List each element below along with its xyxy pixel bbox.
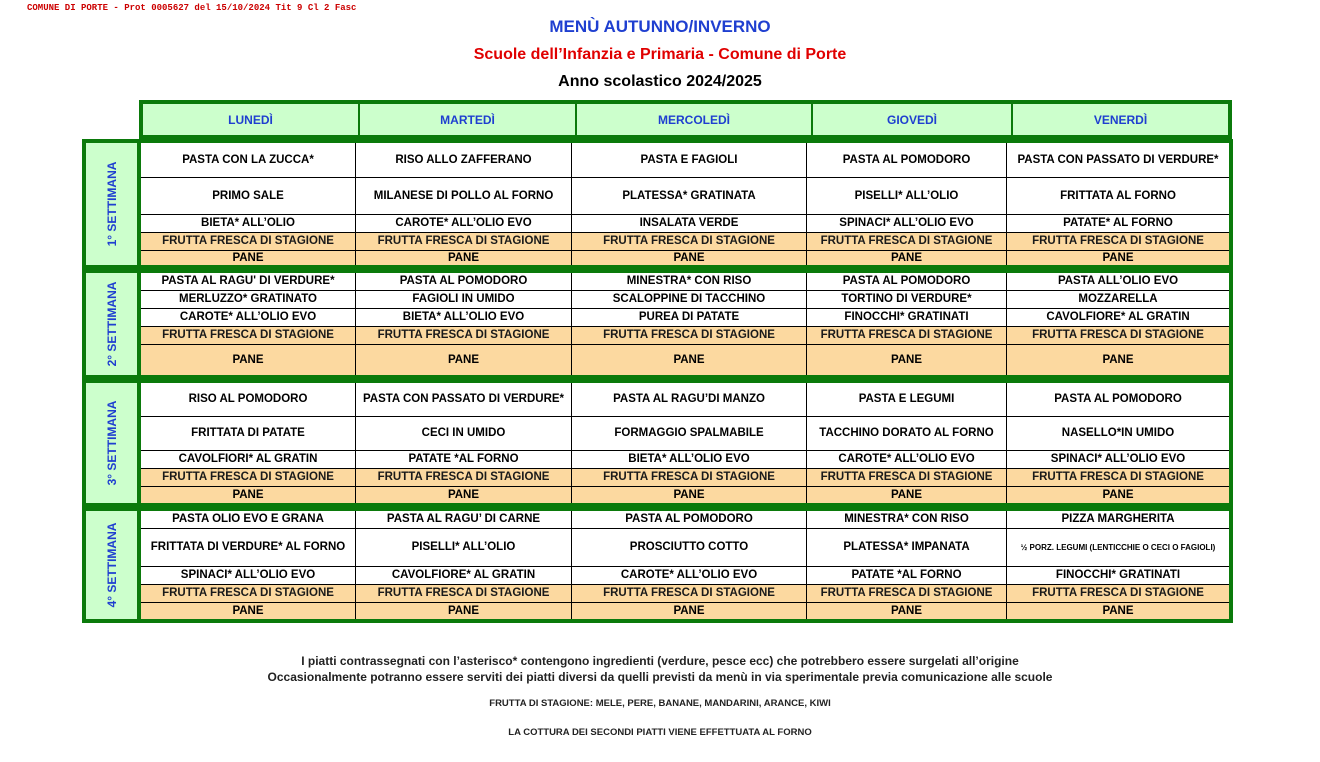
menu-cell: PASTA AL POMODORO bbox=[356, 273, 572, 291]
menu-cell: FORMAGGIO SPALMABILE bbox=[572, 417, 807, 451]
fruit-cell: FRUTTA FRESCA DI STAGIONE bbox=[1007, 585, 1229, 603]
bread-cell: PANE bbox=[356, 487, 572, 503]
fruit-cell: FRUTTA FRESCA DI STAGIONE bbox=[807, 469, 1007, 487]
day-header-thursday: GIOVEDÌ bbox=[813, 104, 1011, 135]
menu-cell: PASTA AL RAGU’DI MANZO bbox=[572, 383, 807, 417]
week-4-block bbox=[82, 507, 1233, 623]
menu-cell: SPINACI* ALL’OLIO EVO bbox=[1007, 451, 1229, 469]
menu-title: MENÙ AUTUNNO/INVERNO bbox=[549, 17, 771, 36]
bread-cell: PANE bbox=[1007, 487, 1229, 503]
school-year: Anno scolastico 2024/2025 bbox=[558, 73, 762, 90]
day-header-wednesday: MERCOLEDÌ bbox=[577, 104, 811, 135]
fruit-cell: FRUTTA FRESCA DI STAGIONE bbox=[572, 327, 807, 345]
fruit-cell: FRUTTA FRESCA DI STAGIONE bbox=[141, 233, 356, 251]
note-frozen-ingredients: I piatti contrassegnati con l’asterisco* contengono ingredienti (verdure, pesce ecc) che potrebbero essere surgelati all’origine bbox=[301, 654, 1019, 668]
menu-cell: CAROTE* ALL’OLIO EVO bbox=[356, 215, 572, 233]
fruit-cell: FRUTTA FRESCA DI STAGIONE bbox=[1007, 233, 1229, 251]
bread-cell: PANE bbox=[1007, 345, 1229, 375]
menu-cell: CAVOLFIORI* AL GRATIN bbox=[141, 451, 356, 469]
week-2-label-cell bbox=[86, 273, 141, 375]
fruit-cell: FRUTTA FRESCA DI STAGIONE bbox=[141, 585, 356, 603]
menu-cell: PATATE* AL FORNO bbox=[1007, 215, 1229, 233]
week-2-label: 2° SETTIMANA bbox=[104, 281, 119, 367]
menu-cell: CAVOLFIORE* AL GRATIN bbox=[1007, 309, 1229, 327]
menu-cell: PASTA AL RAGU’ DI CARNE bbox=[356, 511, 572, 529]
week-1-label: 1° SETTIMANA bbox=[104, 161, 119, 247]
menu-cell: PASTA AL POMODORO bbox=[1007, 383, 1229, 417]
menu-cell: PASTA AL POMODORO bbox=[572, 511, 807, 529]
menu-cell: PASTA E FAGIOLI bbox=[572, 143, 807, 178]
fruit-cell: FRUTTA FRESCA DI STAGIONE bbox=[141, 327, 356, 345]
menu-cell: PASTA AL RAGU' DI VERDURE* bbox=[141, 273, 356, 291]
menu-cell: MINESTRA* CON RISO bbox=[807, 511, 1007, 529]
menu-cell: FRITTATA DI VERDURE* AL FORNO bbox=[141, 529, 356, 567]
menu-cell: CAVOLFIORE* AL GRATIN bbox=[356, 567, 572, 585]
bread-cell: PANE bbox=[572, 251, 807, 265]
fruit-cell: FRUTTA FRESCA DI STAGIONE bbox=[1007, 469, 1229, 487]
menu-cell: MINESTRA* CON RISO bbox=[572, 273, 807, 291]
week-3-label: 3° SETTIMANA bbox=[104, 400, 119, 486]
menu-cell: PASTA CON LA ZUCCA* bbox=[141, 143, 356, 178]
menu-cell: PASTA ALL’OLIO EVO bbox=[1007, 273, 1229, 291]
bread-cell: PANE bbox=[356, 603, 572, 619]
bread-cell: PANE bbox=[141, 487, 356, 503]
bread-cell: PANE bbox=[807, 603, 1007, 619]
bread-cell: PANE bbox=[807, 251, 1007, 265]
menu-cell: PRIMO SALE bbox=[141, 178, 356, 215]
menu-cell: MILANESE DI POLLO AL FORNO bbox=[356, 178, 572, 215]
week-1-grid bbox=[141, 143, 1229, 265]
menu-cell: CAROTE* ALL’OLIO EVO bbox=[807, 451, 1007, 469]
menu-cell: PASTA CON PASSATO DI VERDURE* bbox=[356, 383, 572, 417]
fruit-cell: FRUTTA FRESCA DI STAGIONE bbox=[807, 233, 1007, 251]
menu-cell: FRITTATA AL FORNO bbox=[1007, 178, 1229, 215]
menu-cell: SPINACI* ALL’OLIO EVO bbox=[807, 215, 1007, 233]
bread-cell: PANE bbox=[141, 603, 356, 619]
menu-subtitle: Scuole dell’Infanzia e Primaria - Comune di Porte bbox=[473, 46, 847, 63]
fruit-cell: FRUTTA FRESCA DI STAGIONE bbox=[356, 327, 572, 345]
day-header-tuesday: MARTEDÌ bbox=[360, 104, 575, 135]
menu-cell: BIETA* ALL’OLIO bbox=[141, 215, 356, 233]
week-1-block bbox=[82, 139, 1233, 269]
menu-cell: PATATE *AL FORNO bbox=[807, 567, 1007, 585]
week-3-grid bbox=[141, 383, 1229, 503]
menu-cell: NASELLO*IN UMIDO bbox=[1007, 417, 1229, 451]
note-menu-changes: Occasionalmente potranno essere serviti dei piatti diversi da quelli previsti da menù in via sperimentale previa comunicazione alle scuole bbox=[267, 670, 1053, 684]
menu-cell: MERLUZZO* GRATINATO bbox=[141, 291, 356, 309]
menu-cell: PASTA E LEGUMI bbox=[807, 383, 1007, 417]
bread-cell: PANE bbox=[141, 251, 356, 265]
week-4-label: 4° SETTIMANA bbox=[104, 522, 119, 608]
bread-cell: PANE bbox=[572, 603, 807, 619]
menu-cell: RISO ALLO ZAFFERANO bbox=[356, 143, 572, 178]
protocol-stamp: COMUNE DI PORTE - Prot 0005627 del 15/10/2024 Tit 9 Cl 2 Fasc bbox=[27, 3, 357, 13]
menu-cell: FINOCCHI* GRATINATI bbox=[807, 309, 1007, 327]
menu-cell: PROSCIUTTO COTTO bbox=[572, 529, 807, 567]
menu-cell: PLATESSA* GRATINATA bbox=[572, 178, 807, 215]
menu-cell: PASTA AL POMODORO bbox=[807, 273, 1007, 291]
menu-cell: TACCHINO DORATO AL FORNO bbox=[807, 417, 1007, 451]
note-cooking-method: LA COTTURA DEI SECONDI PIATTI VIENE EFFETTUATA AL FORNO bbox=[508, 727, 812, 738]
menu-cell: PUREA DI PATATE bbox=[572, 309, 807, 327]
week-3-block bbox=[82, 379, 1233, 507]
fruit-cell: FRUTTA FRESCA DI STAGIONE bbox=[807, 327, 1007, 345]
menu-cell: BIETA* ALL’OLIO EVO bbox=[572, 451, 807, 469]
fruit-cell: FRUTTA FRESCA DI STAGIONE bbox=[356, 469, 572, 487]
menu-cell: SCALOPPINE DI TACCHINO bbox=[572, 291, 807, 309]
menu-cell: CAROTE* ALL’OLIO EVO bbox=[141, 309, 356, 327]
bread-cell: PANE bbox=[141, 345, 356, 375]
fruit-cell: FRUTTA FRESCA DI STAGIONE bbox=[572, 469, 807, 487]
bread-cell: PANE bbox=[356, 251, 572, 265]
menu-cell: PASTA AL POMODORO bbox=[807, 143, 1007, 178]
days-header bbox=[139, 100, 1232, 139]
bread-cell: PANE bbox=[572, 345, 807, 375]
menu-cell: ½ PORZ. LEGUMI (LENTICCHIE O CECI O FAGIOLI) bbox=[1007, 529, 1229, 567]
menu-cell: CECI IN UMIDO bbox=[356, 417, 572, 451]
bread-cell: PANE bbox=[572, 487, 807, 503]
week-4-grid bbox=[141, 511, 1229, 619]
fruit-cell: FRUTTA FRESCA DI STAGIONE bbox=[807, 585, 1007, 603]
fruit-cell: FRUTTA FRESCA DI STAGIONE bbox=[141, 469, 356, 487]
week-1-label-cell bbox=[86, 143, 141, 265]
menu-cell: TORTINO DI VERDURE* bbox=[807, 291, 1007, 309]
menu-cell: PLATESSA* IMPANATA bbox=[807, 529, 1007, 567]
menu-cell: PISELLI* ALL’OLIO bbox=[356, 529, 572, 567]
menu-cell: SPINACI* ALL’OLIO EVO bbox=[141, 567, 356, 585]
menu-cell: PASTA OLIO EVO E GRANA bbox=[141, 511, 356, 529]
bread-cell: PANE bbox=[356, 345, 572, 375]
bread-cell: PANE bbox=[1007, 603, 1229, 619]
day-header-monday: LUNEDÌ bbox=[143, 104, 358, 135]
menu-cell: CAROTE* ALL’OLIO EVO bbox=[572, 567, 807, 585]
menu-cell: PATATE *AL FORNO bbox=[356, 451, 572, 469]
week-4-label-cell bbox=[86, 511, 141, 619]
bread-cell: PANE bbox=[1007, 251, 1229, 265]
menu-cell: PIZZA MARGHERITA bbox=[1007, 511, 1229, 529]
bread-cell: PANE bbox=[807, 345, 1007, 375]
day-header-friday: VENERDÌ bbox=[1013, 104, 1228, 135]
fruit-cell: FRUTTA FRESCA DI STAGIONE bbox=[356, 233, 572, 251]
menu-cell: INSALATA VERDE bbox=[572, 215, 807, 233]
week-2-grid bbox=[141, 273, 1229, 375]
menu-cell: FINOCCHI* GRATINATI bbox=[1007, 567, 1229, 585]
menu-cell: RISO AL POMODORO bbox=[141, 383, 356, 417]
menu-cell: PASTA CON PASSATO DI VERDURE* bbox=[1007, 143, 1229, 178]
fruit-cell: FRUTTA FRESCA DI STAGIONE bbox=[356, 585, 572, 603]
menu-cell: PISELLI* ALL’OLIO bbox=[807, 178, 1007, 215]
fruit-cell: FRUTTA FRESCA DI STAGIONE bbox=[572, 233, 807, 251]
menu-cell: FAGIOLI IN UMIDO bbox=[356, 291, 572, 309]
menu-cell: FRITTATA DI PATATE bbox=[141, 417, 356, 451]
fruit-cell: FRUTTA FRESCA DI STAGIONE bbox=[1007, 327, 1229, 345]
note-seasonal-fruit: FRUTTA DI STAGIONE: MELE, PERE, BANANE, MANDARINI, ARANCE, KIWI bbox=[489, 698, 831, 709]
week-2-block bbox=[82, 269, 1233, 379]
bread-cell: PANE bbox=[807, 487, 1007, 503]
menu-cell: MOZZARELLA bbox=[1007, 291, 1229, 309]
menu-cell: BIETA* ALL’OLIO EVO bbox=[356, 309, 572, 327]
fruit-cell: FRUTTA FRESCA DI STAGIONE bbox=[572, 585, 807, 603]
week-3-label-cell bbox=[86, 383, 141, 503]
